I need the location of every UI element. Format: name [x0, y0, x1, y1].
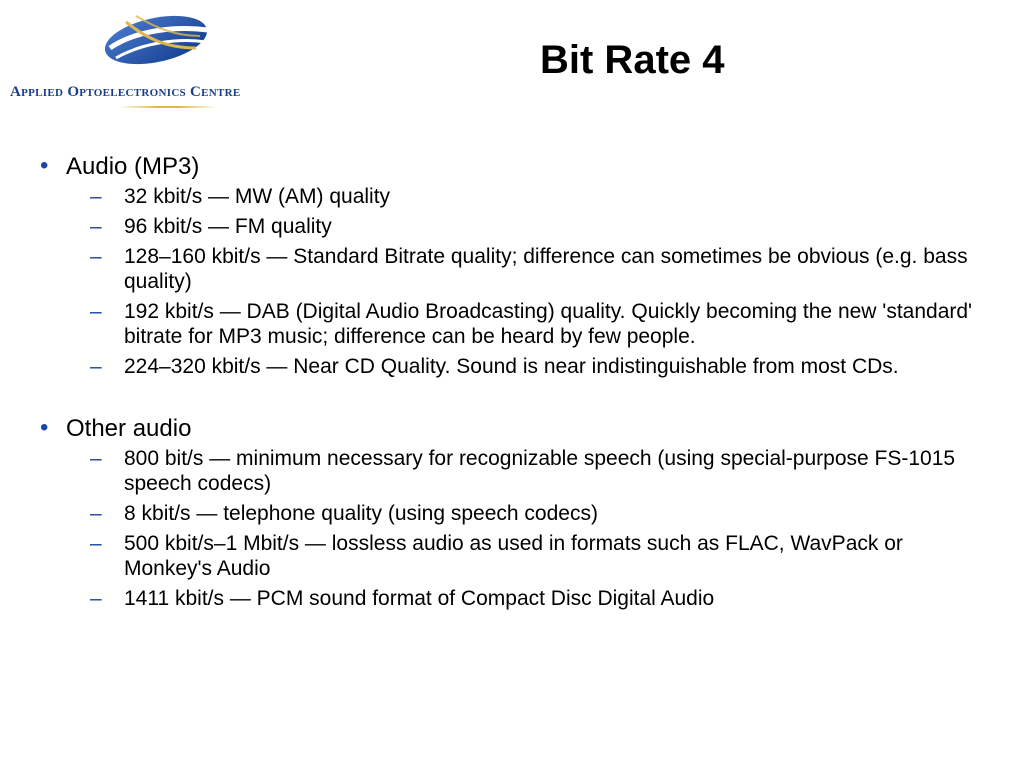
logo-underline	[118, 106, 218, 108]
dash-icon: –	[90, 532, 102, 555]
dash-icon: –	[90, 215, 102, 238]
list-item	[38, 214, 994, 239]
list-item	[38, 244, 994, 294]
slide-title: Bit Rate 4	[540, 38, 725, 82]
list-item-text: 8 kbit/s — telephone quality (using speech codecs)	[124, 502, 598, 525]
list-item	[38, 501, 994, 526]
dash-icon: –	[90, 185, 102, 208]
dash-icon: –	[90, 355, 102, 378]
bullet-heading-text: Other audio	[66, 415, 192, 442]
dash-icon: –	[90, 587, 102, 610]
list-item	[38, 446, 994, 496]
list-item-text: 224–320 kbit/s — Near CD Quality. Sound is near indistinguishable from most CDs.	[124, 355, 899, 378]
logo-globe-icon	[96, 8, 216, 83]
list-item-text: 500 kbit/s–1 Mbit/s — lossless audio as used in formats such as FLAC, WavPack or Monkey's Audio	[124, 532, 903, 580]
list-item-text: 32 kbit/s — MW (AM) quality	[124, 185, 391, 208]
bullet-heading	[38, 414, 998, 444]
bullet-dot-icon: •	[40, 152, 49, 179]
dash-icon: –	[90, 447, 102, 470]
list-item-text: 192 kbit/s — DAB (Digital Audio Broadcasting) quality. Quickly becoming the new 'standard' bitrate for MP3 music; difference can be heard by few people.	[124, 300, 973, 348]
bullet-dot-icon: •	[40, 414, 49, 441]
list-item-text: 1411 kbit/s — PCM sound format of Compact Disc Digital Audio	[124, 587, 715, 610]
list-item	[38, 299, 994, 349]
slide-content	[38, 152, 998, 616]
bullet-section	[38, 414, 998, 611]
list-item	[38, 184, 994, 209]
list-item-text: 128–160 kbit/s — Standard Bitrate quality; difference can sometimes be obvious (e.g. bass quality)	[124, 245, 968, 293]
sub-bullet-list	[38, 184, 998, 379]
dash-icon: –	[90, 300, 102, 323]
list-item	[38, 531, 994, 581]
dash-icon: –	[90, 502, 102, 525]
sub-bullet-list	[38, 446, 998, 611]
logo	[8, 8, 298, 113]
section-gap	[38, 384, 998, 414]
list-item-text: 96 kbit/s — FM quality	[124, 215, 332, 238]
dash-icon: –	[90, 245, 102, 268]
bullet-section	[38, 152, 998, 379]
bullet-heading-text: Audio (MP3)	[66, 153, 200, 180]
list-item	[38, 586, 994, 611]
bullet-heading	[38, 152, 998, 182]
list-item	[38, 354, 994, 379]
logo-text: Applied Optoelectronics Centre	[10, 84, 241, 100]
list-item-text: 800 bit/s — minimum necessary for recognizable speech (using special-purpose FS-1015 speech codecs)	[124, 447, 956, 495]
